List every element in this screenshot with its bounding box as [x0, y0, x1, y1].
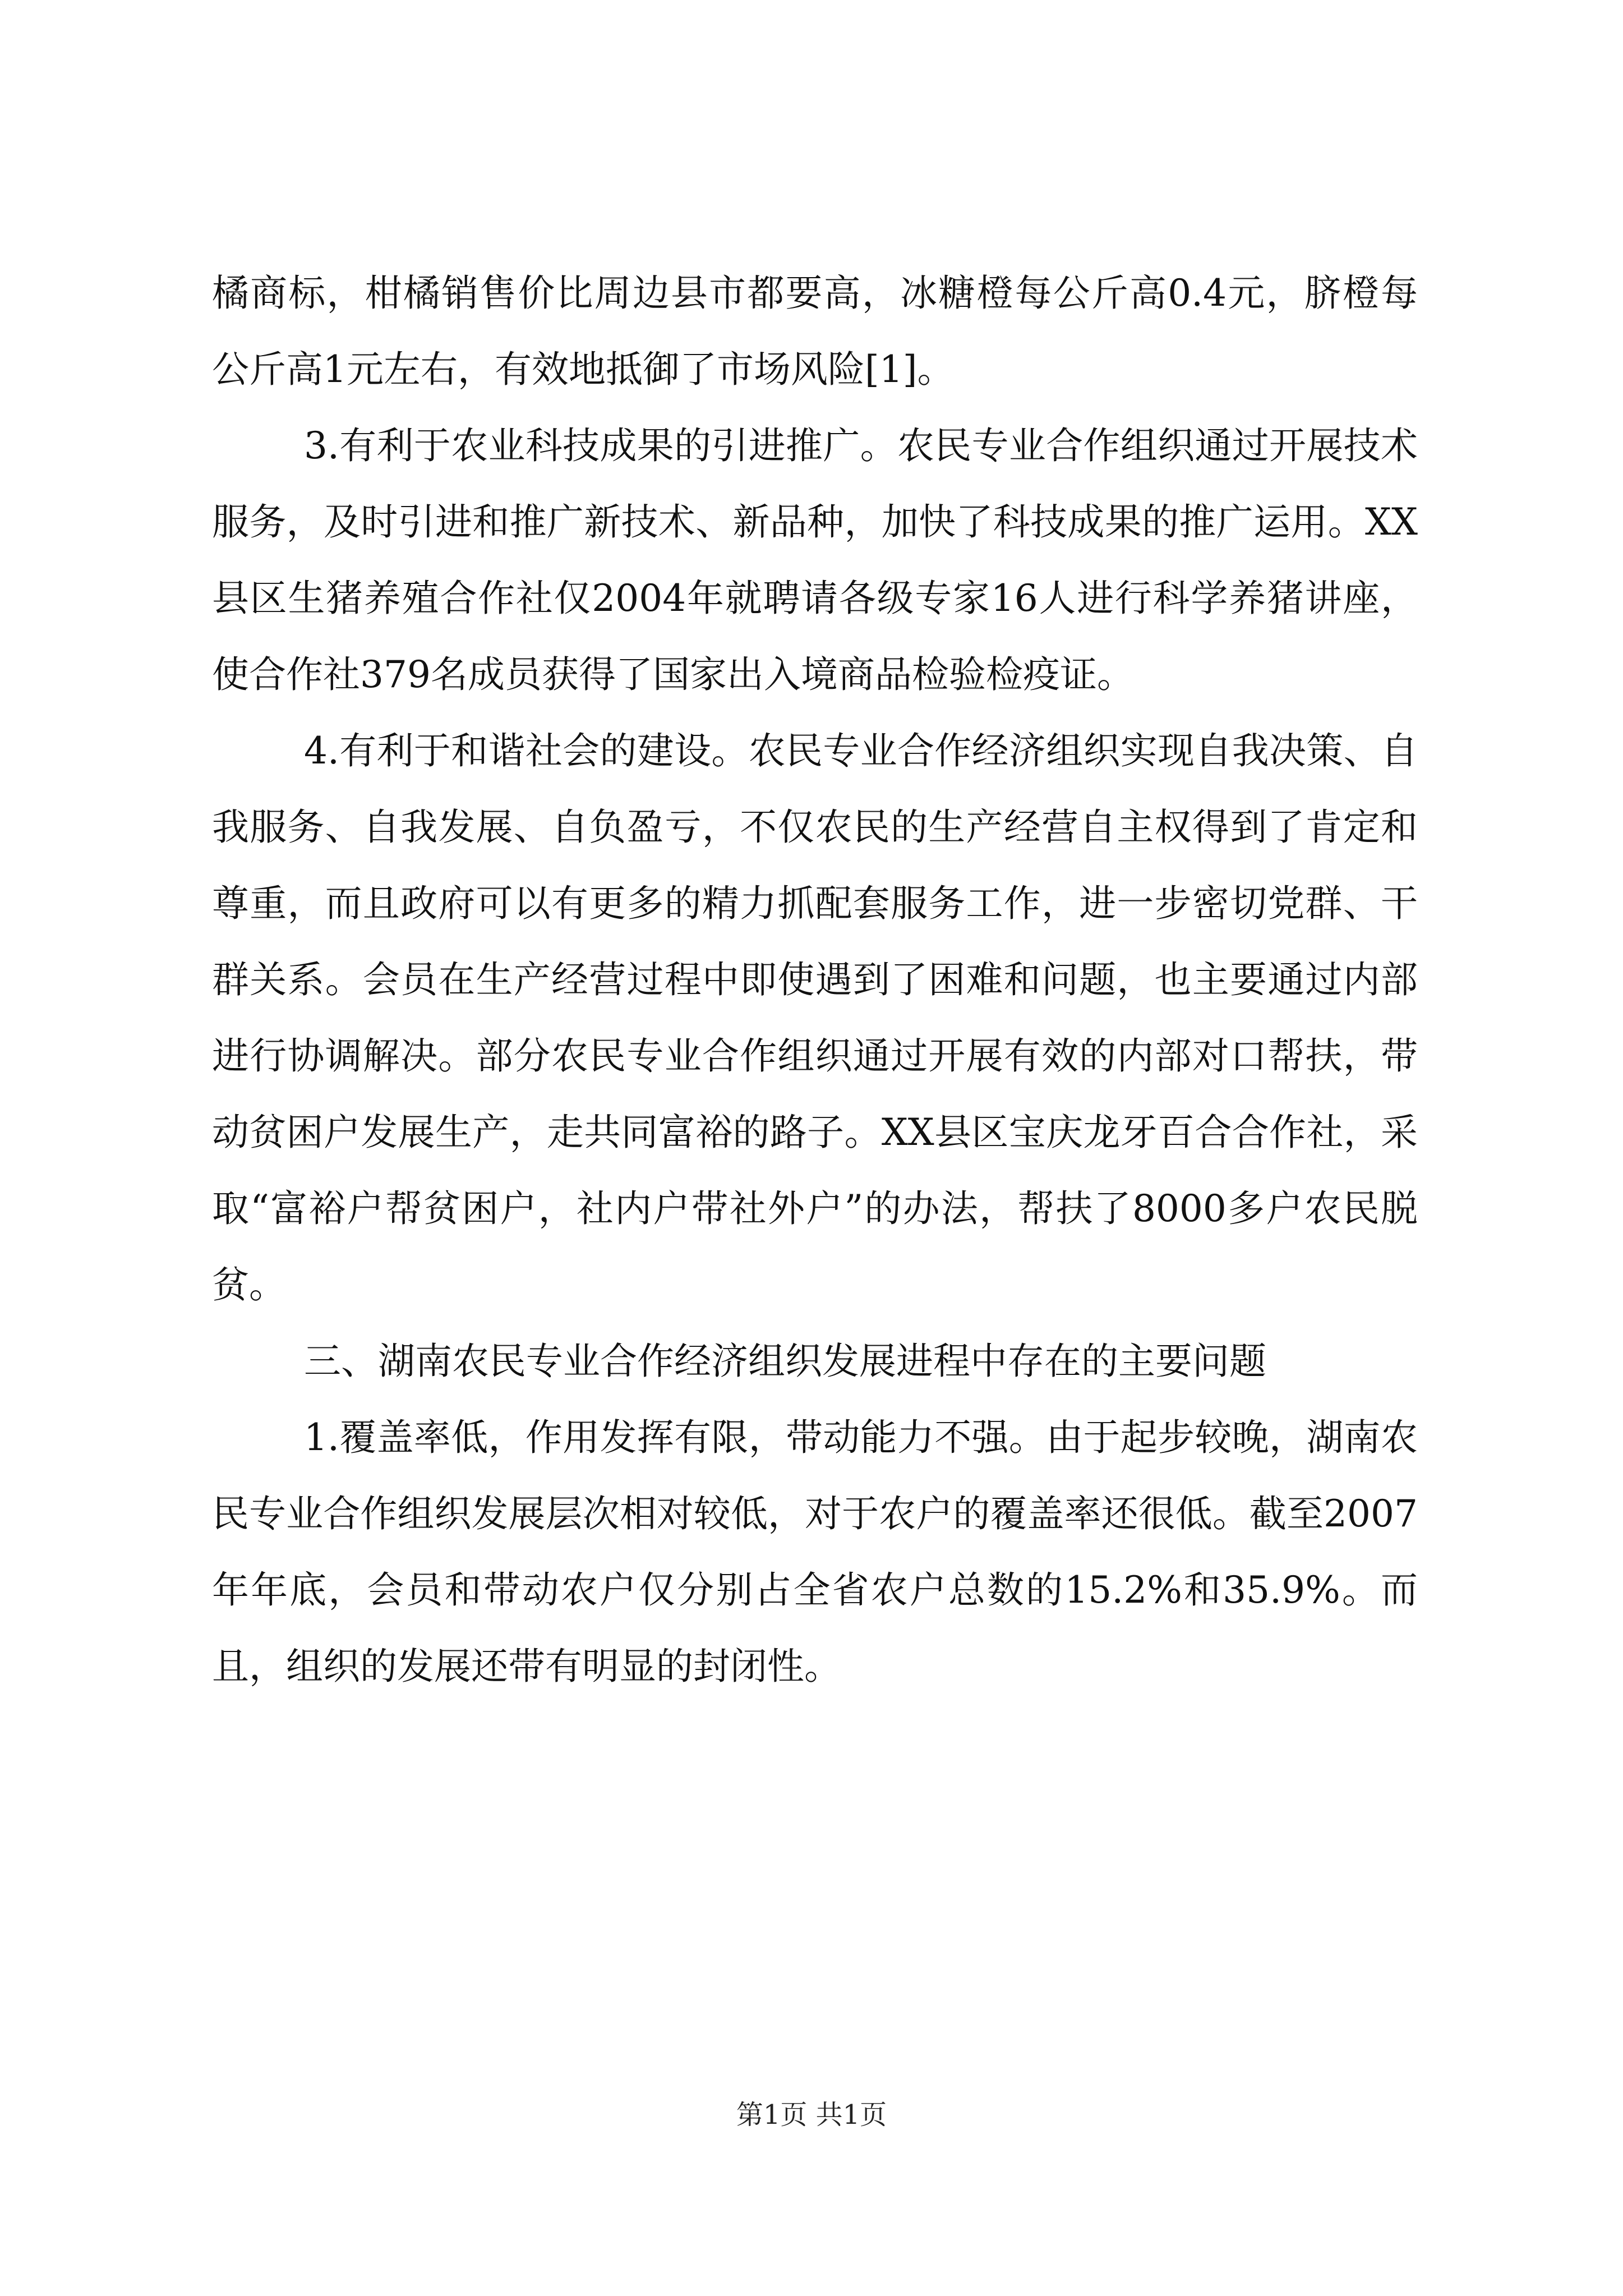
paragraph-point-3: 3.有利于农业科技成果的引进推广。农民专业合作组织通过开展技术服务，及时引进和推广新技术、新品种，加快了科技成果的推广运用。XX县区生猪养殖合作社仅2004年就聘请各级专家16人进行科学养猪讲座，使合作社379名成员获得了国家出入境商品检验检疫证。 — [212, 424, 1418, 696]
document-body — [212, 255, 1418, 1705]
paragraph-point-4: 4.有利于和谐社会的建设。农民专业合作经济组织实现自我决策、自我服务、自我发展、自负盈亏，不仅农民的生产经营自主权得到了肯定和尊重，而且政府可以有更多的精力抓配套服务工作，进一步密切党群、干群关系。会员在生产经营过程中即使遇到了困难和问题，也主要通过内部进行协调解决。部分农民专业合作组织通过开展有效的内部对口帮扶，带动贫困户发展生产，走共同富裕的路子。XX县区宝庆龙牙百合合作社，采取“富裕户帮贫困户，社内户带社外户”的办法，帮扶了8000多户农民脱贫。 — [212, 729, 1418, 1306]
page-footer — [0, 2098, 1623, 2132]
paragraph-problem-1: 1.覆盖率低，作用发挥有限，带动能力不强。由于起步较晚，湖南农民专业合作组织发展层次相对较低，对于农户的覆盖率还很低。截至2007年年底，会员和带动农户仅分别占全省农户总数的15.2%和35.9%。而且，组织的发展还带有明显的封闭性。 — [212, 1416, 1418, 1688]
page-number-label: 第1页 共1页 — [736, 2099, 887, 2131]
section-heading-3: 三、湖南农民专业合作经济组织发展进程中存在的主要问题 — [304, 1340, 1266, 1383]
paragraph-continuation: 橘商标，柑橘销售价比周边县市都要高，冰糖橙每公斤高0.4元，脐橙每公斤高1元左右，有效地抵御了市场风险[1]。 — [212, 272, 1418, 391]
